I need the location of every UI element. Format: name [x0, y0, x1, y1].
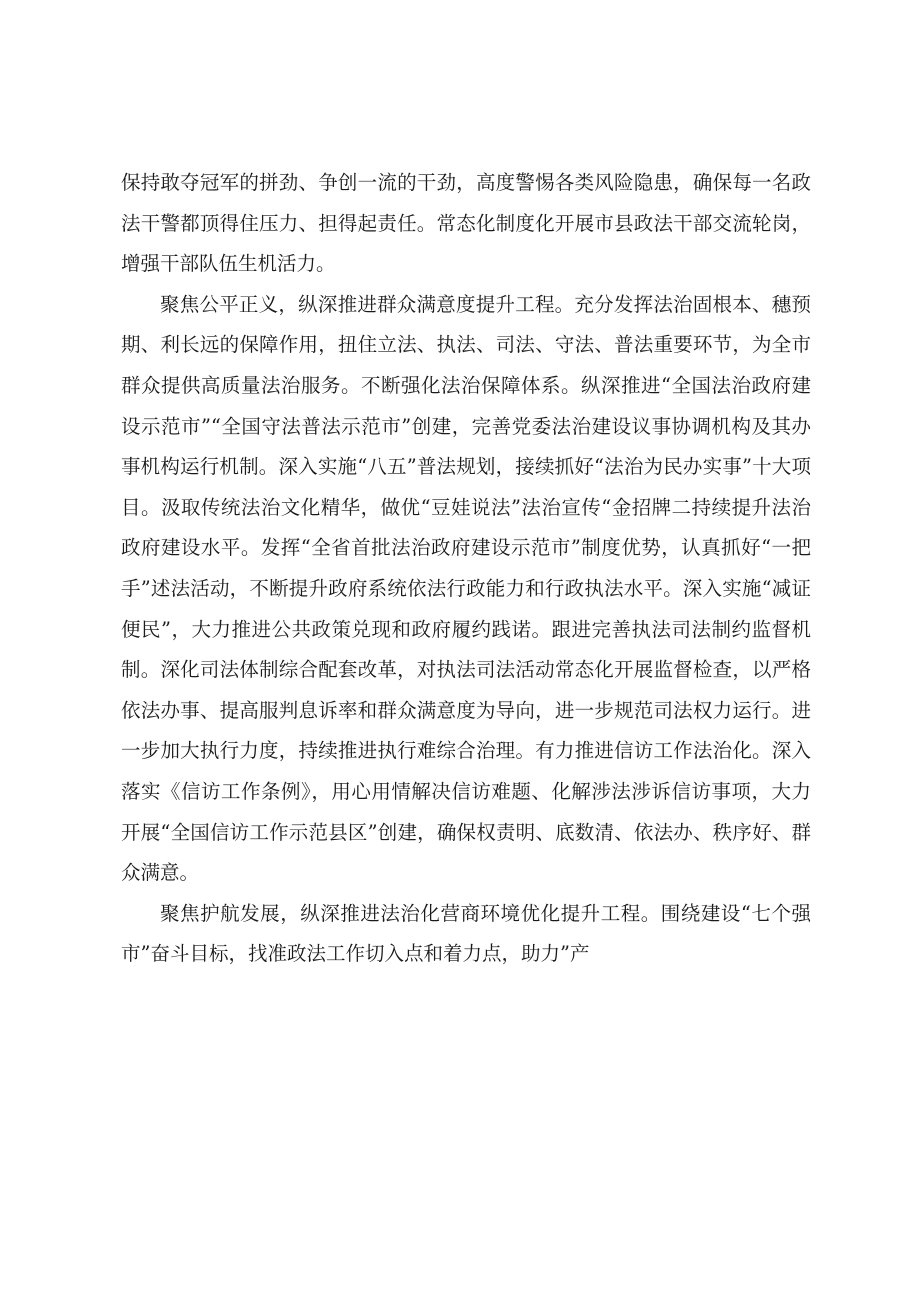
paragraph-fairness-justice: 聚焦公平正义，纵深推进群众满意度提升工程。充分发挥法治固根本、穗预期、利长远的保障作用，扭住立法、执法、司法、守法、普法重要环节，为全市群众提供高质量法治服务。不断强化法治保障体系。纵深推进“全国法治政府建设示范市”“全国守法普法示范市”创建，完善党委法治建设议事协调机构及其办事机构运行机制。深入实施“八五”普法规划，接续抓好“法治为民办实事”十大项目。汲取传统法治文化精华，做优“豆娃说法”法治宣传“金招牌二持续提升法治政府建设水平。发挥“全省首批法治政府建设示范市”制度优势，认真抓好“一把手”述法活动，不断提升政府系统依法行政能力和行政执法水平。深入实施“减证便民”，大力推进公共政策兑现和政府履约践诺。跟进完善执法司法制约监督机制。深化司法体制综合配套改革，对执法司法活动常态化开展监督检查，以严格依法办事、提高服判息诉率和群众满意度为导向，进一步规范司法权力运行。进一步加大执行力度，持续推进执行难综合治理。有力推进信访工作法治化。深入落实《信访工作条例》，用心用情解决信访难题、化解涉法涉诉信访事项，大力开展“全国信访工作示范县区”创建，确保权责明、底数清、依法办、秩序好、群众满意。 [121, 292, 811, 885]
document-body [121, 163, 811, 975]
paragraph-continuation: 保持敢夺冠军的拼劲、争创一流的干劲，高度警惕各类风险隐患，确保每一名政法干警都顶得住压力、担得起责任。常态化制度化开展市县政法干部交流轮岗，增强干部队伍生机活力。 [121, 171, 811, 276]
paragraph-business-environment: 聚焦护航发展，纵深推进法治化营商环境优化提升工程。围绕建设“七个强市”奋斗目标，找准政法工作切入点和着力点，助力”产 [121, 901, 811, 966]
